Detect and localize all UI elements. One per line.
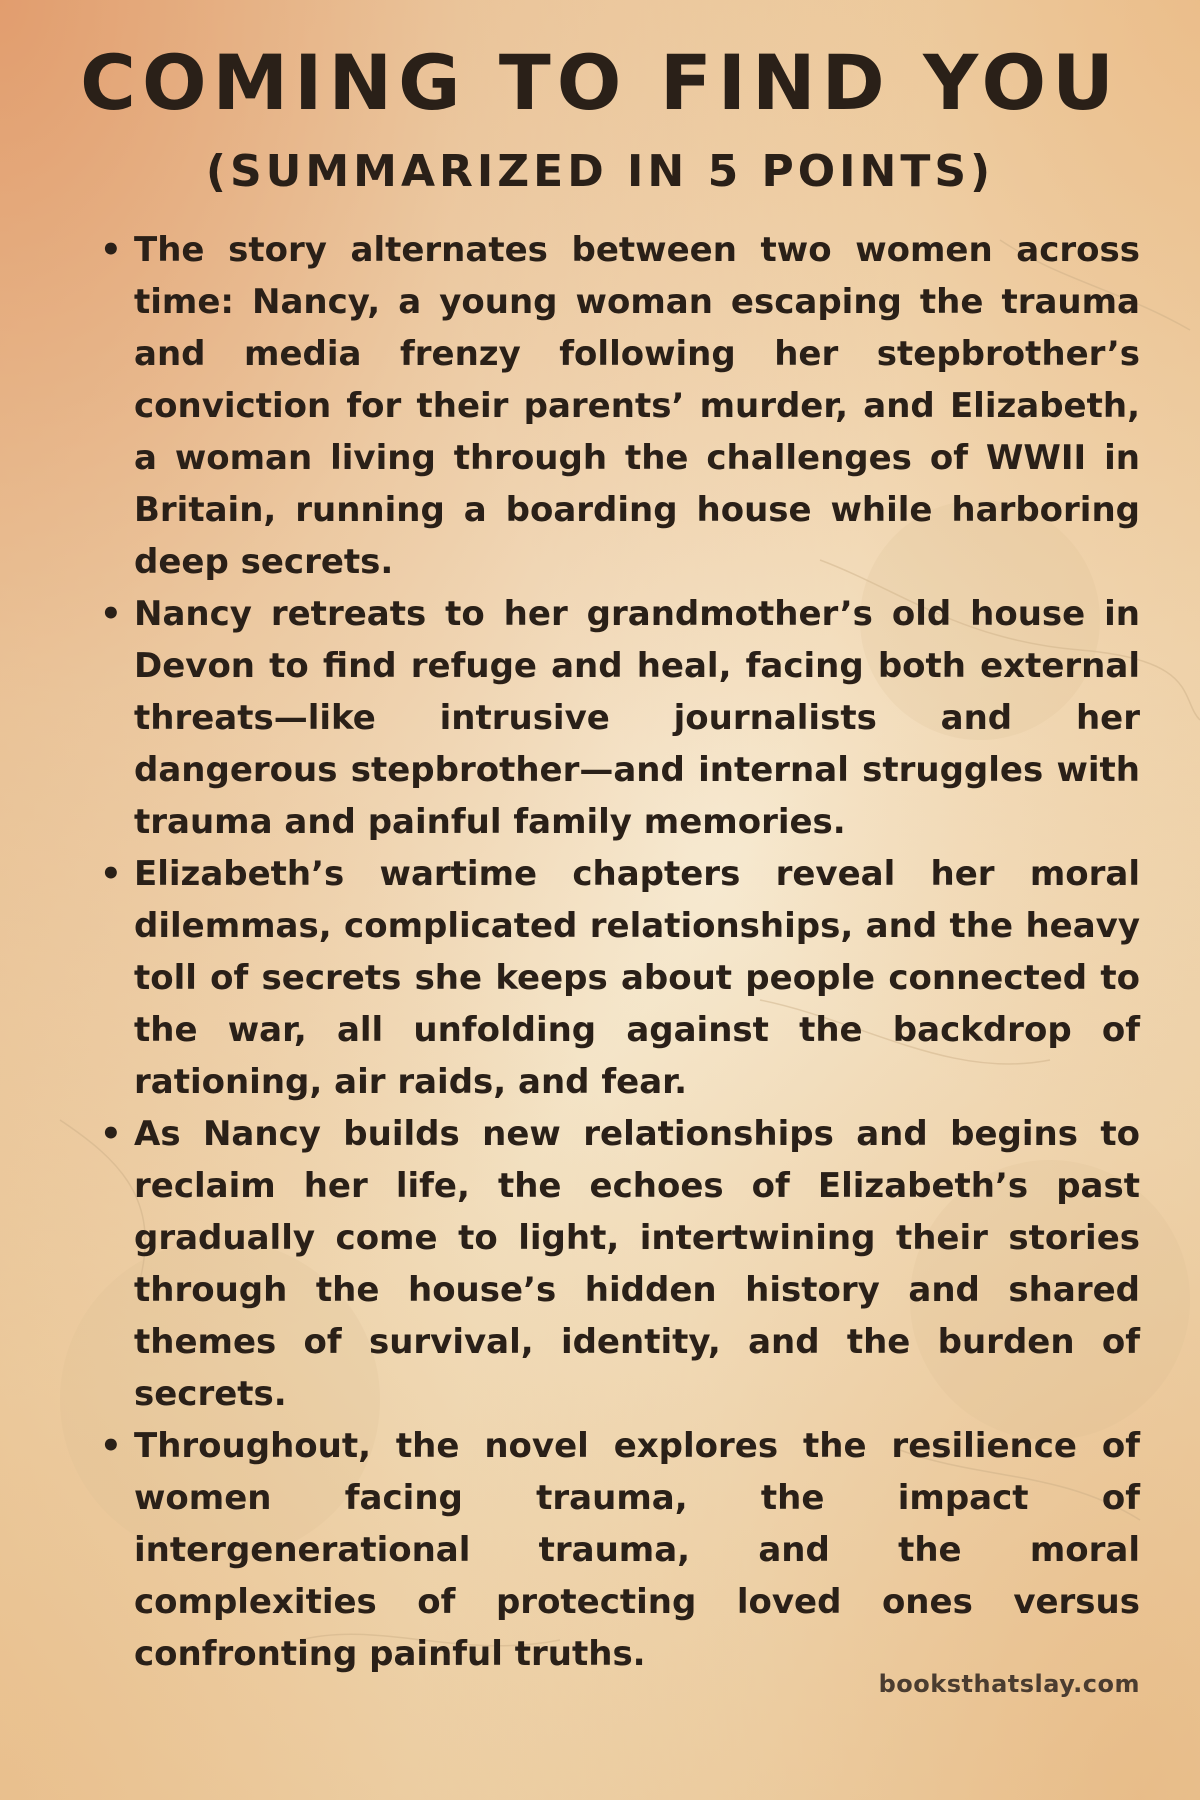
summary-point-3 xyxy=(98,848,1140,1108)
bullet-dot-icon: • xyxy=(100,1426,122,1466)
bullet-dot-icon: • xyxy=(100,230,122,270)
summary-point-text: Throughout, the novel explores the resilience of women facing trauma, the impact of intergenerational trauma, and the moral complexities of protecting loved ones versus confronting painful truths. xyxy=(134,1426,1140,1674)
summary-point-text: The story alternates between two women across time: Nancy, a young woman escaping the trauma and media frenzy following her stepbrother’s conviction for their parents’ murder, and Elizabeth, a woman living through the challenges of WWII in Britain, running a boarding house while harboring deep secrets. xyxy=(134,230,1140,582)
website-credit: booksthatslay.com xyxy=(878,1670,1140,1698)
summary-point-text: As Nancy builds new relationships and begins to reclaim her life, the echoes of Elizabeth’s past gradually come to light, intertwining their stories through the house’s hidden history and shared themes of survival, identity, and the burden of secrets. xyxy=(134,1114,1140,1414)
summary-point-text: Nancy retreats to her grandmother’s old house in Devon to find refuge and heal, facing both external threats—like intrusive journalists and her dangerous stepbrother—and internal struggles with trauma and painful family memories. xyxy=(134,594,1140,842)
summary-point-2 xyxy=(98,588,1140,848)
bullet-dot-icon: • xyxy=(100,854,122,894)
summary-point-4 xyxy=(98,1108,1140,1420)
summary-point-text: Elizabeth’s wartime chapters reveal her moral dilemmas, complicated relationships, and the heavy toll of secrets she keeps about people connected to the war, all unfolding against the backdrop of rationing, air raids, and fear. xyxy=(134,854,1140,1102)
bullet-dot-icon: • xyxy=(100,594,122,634)
summary-point-1 xyxy=(98,224,1140,588)
summary-points-list xyxy=(98,224,1140,1680)
bullet-dot-icon: • xyxy=(100,1114,122,1154)
summary-subtitle: (SUMMARIZED IN 5 POINTS) xyxy=(205,146,995,197)
book-title: COMING TO FIND YOU xyxy=(80,38,1120,127)
summary-point-5 xyxy=(98,1420,1140,1680)
